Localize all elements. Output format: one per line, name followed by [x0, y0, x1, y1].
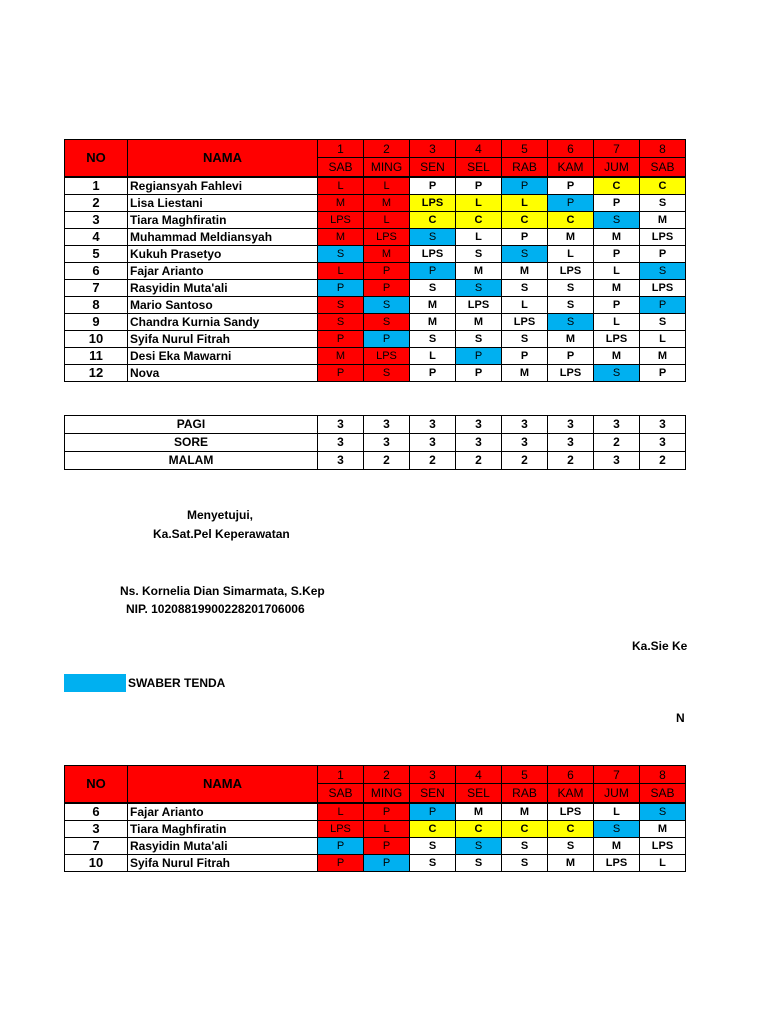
- shift-count: 3: [640, 416, 686, 434]
- row-number: 9: [65, 314, 128, 331]
- shift-count: 2: [548, 452, 594, 470]
- shift-cell: P: [548, 348, 594, 365]
- shift-cell: L: [456, 229, 502, 246]
- shift-cell: L: [318, 803, 364, 821]
- shift-cell: C: [456, 821, 502, 838]
- day-name-header: RAB: [502, 158, 548, 177]
- staff-name: Lisa Liestani: [128, 195, 318, 212]
- day-name-header: SEN: [410, 784, 456, 803]
- shift-cell: L: [364, 212, 410, 229]
- shift-type-label: PAGI: [65, 416, 318, 434]
- shift-cell: S: [640, 195, 686, 212]
- shift-cell: L: [364, 177, 410, 195]
- staff-name: Rasyidin Muta'ali: [128, 838, 318, 855]
- shift-count: 3: [410, 434, 456, 452]
- shift-cell: M: [594, 280, 640, 297]
- shift-cell: M: [456, 803, 502, 821]
- shift-cell: S: [364, 297, 410, 314]
- table-row: [65, 331, 686, 348]
- shift-cell: S: [318, 246, 364, 263]
- day-name-header: SEL: [456, 784, 502, 803]
- shift-count: 3: [456, 434, 502, 452]
- summary-row: [65, 434, 686, 452]
- shift-cell: S: [548, 297, 594, 314]
- shift-cell: L: [548, 246, 594, 263]
- summary-row: [65, 416, 686, 434]
- row-number: 1: [65, 177, 128, 195]
- shift-cell: S: [456, 855, 502, 872]
- shift-cell: P: [502, 348, 548, 365]
- shift-cell: L: [410, 348, 456, 365]
- shift-count: 3: [364, 416, 410, 434]
- shift-cell: P: [364, 803, 410, 821]
- shift-cell: L: [640, 855, 686, 872]
- day-name-header: JUM: [594, 784, 640, 803]
- shift-cell: S: [318, 297, 364, 314]
- shift-count: 3: [502, 416, 548, 434]
- shift-cell: P: [364, 331, 410, 348]
- shift-cell: P: [456, 177, 502, 195]
- table-row: [65, 314, 686, 331]
- day-number-header: 1: [318, 140, 364, 158]
- shift-cell: P: [640, 297, 686, 314]
- shift-cell: M: [548, 331, 594, 348]
- shift-cell: P: [318, 365, 364, 382]
- day-name-header: MING: [364, 784, 410, 803]
- shift-count: 2: [502, 452, 548, 470]
- day-number-header: 7: [594, 766, 640, 784]
- shift-cell: P: [410, 177, 456, 195]
- shift-cell: S: [318, 314, 364, 331]
- shift-cell: P: [318, 855, 364, 872]
- table-row: [65, 821, 686, 838]
- shift-cell: M: [318, 229, 364, 246]
- shift-type-label: MALAM: [65, 452, 318, 470]
- day-name-header: SAB: [640, 784, 686, 803]
- day-number-header: 8: [640, 140, 686, 158]
- table-row: [65, 803, 686, 821]
- staff-name: Fajar Arianto: [128, 263, 318, 280]
- staff-name: Chandra Kurnia Sandy: [128, 314, 318, 331]
- shift-cell: M: [548, 229, 594, 246]
- no-header: NO: [65, 140, 128, 178]
- summary-row: [65, 452, 686, 470]
- shift-cell: P: [410, 803, 456, 821]
- shift-cell: L: [318, 177, 364, 195]
- shift-cell: C: [548, 821, 594, 838]
- shift-cell: M: [318, 195, 364, 212]
- shift-cell: P: [364, 263, 410, 280]
- day-number-header: 2: [364, 766, 410, 784]
- shift-cell: L: [364, 821, 410, 838]
- day-name-header: MING: [364, 158, 410, 177]
- shift-cell: S: [594, 365, 640, 382]
- shift-cell: LPS: [548, 263, 594, 280]
- row-number: 4: [65, 229, 128, 246]
- shift-cell: M: [502, 263, 548, 280]
- day-name-header: RAB: [502, 784, 548, 803]
- shift-cell: S: [548, 280, 594, 297]
- day-name-header: SAB: [640, 158, 686, 177]
- row-number: 11: [65, 348, 128, 365]
- row-number: 5: [65, 246, 128, 263]
- row-number: 6: [65, 263, 128, 280]
- shift-cell: S: [410, 855, 456, 872]
- day-number-header: 5: [502, 140, 548, 158]
- shift-cell: S: [594, 821, 640, 838]
- shift-cell: L: [502, 195, 548, 212]
- shift-cell: S: [456, 280, 502, 297]
- table-row: [65, 280, 686, 297]
- shift-cell: C: [410, 821, 456, 838]
- shift-cell: M: [364, 246, 410, 263]
- approval-menyetujui: Menyetujui,: [187, 508, 254, 522]
- table-row: [65, 177, 686, 195]
- shift-count: 2: [364, 452, 410, 470]
- table-row: [65, 263, 686, 280]
- shift-cell: LPS: [502, 314, 548, 331]
- shift-cell: L: [594, 263, 640, 280]
- shift-cell: S: [640, 314, 686, 331]
- staff-name: Syifa Nurul Fitrah: [128, 331, 318, 348]
- shift-cell: P: [640, 246, 686, 263]
- table-row: [65, 348, 686, 365]
- row-number: 6: [65, 803, 128, 821]
- shift-cell: P: [502, 177, 548, 195]
- shift-cell: LPS: [410, 246, 456, 263]
- day-number-header: 4: [456, 140, 502, 158]
- shift-cell: P: [410, 263, 456, 280]
- day-number-header: 3: [410, 140, 456, 158]
- shift-cell: S: [548, 838, 594, 855]
- shift-cell: S: [502, 246, 548, 263]
- shift-cell: M: [548, 855, 594, 872]
- right-title: Ka.Sie Ke: [632, 639, 688, 653]
- shift-cell: L: [594, 803, 640, 821]
- no-header: NO: [65, 766, 128, 804]
- shift-summary-table: [64, 415, 686, 470]
- shift-cell: M: [318, 348, 364, 365]
- table-row: [65, 297, 686, 314]
- row-number: 8: [65, 297, 128, 314]
- shift-count: 2: [410, 452, 456, 470]
- shift-cell: M: [456, 314, 502, 331]
- shift-cell: C: [502, 212, 548, 229]
- row-number: 10: [65, 331, 128, 348]
- schedule-table: [64, 139, 686, 382]
- shift-cell: S: [640, 263, 686, 280]
- day-name-header: KAM: [548, 784, 594, 803]
- staff-name: Kukuh Prasetyo: [128, 246, 318, 263]
- row-number: 2: [65, 195, 128, 212]
- day-name-header: SEN: [410, 158, 456, 177]
- nama-header: NAMA: [128, 766, 318, 804]
- shift-count: 3: [594, 416, 640, 434]
- day-number-header: 6: [548, 766, 594, 784]
- row-number: 7: [65, 280, 128, 297]
- table-row: [65, 229, 686, 246]
- shift-count: 3: [548, 416, 594, 434]
- staff-name: Muhammad Meldiansyah: [128, 229, 318, 246]
- shift-cell: P: [364, 838, 410, 855]
- shift-cell: LPS: [640, 838, 686, 855]
- shift-cell: M: [502, 803, 548, 821]
- shift-cell: S: [410, 229, 456, 246]
- day-number-header: 6: [548, 140, 594, 158]
- day-name-header: SEL: [456, 158, 502, 177]
- day-number-header: 7: [594, 140, 640, 158]
- shift-cell: C: [502, 821, 548, 838]
- legend-label: SWABER TENDA: [128, 676, 226, 690]
- shift-cell: M: [640, 348, 686, 365]
- shift-cell: LPS: [456, 297, 502, 314]
- shift-cell: LPS: [594, 855, 640, 872]
- day-number-header: 1: [318, 766, 364, 784]
- table-row: [65, 246, 686, 263]
- shift-cell: M: [364, 195, 410, 212]
- shift-cell: P: [456, 365, 502, 382]
- shift-cell: L: [502, 297, 548, 314]
- header-row: [65, 766, 686, 784]
- shift-count: 3: [594, 452, 640, 470]
- shift-cell: LPS: [318, 821, 364, 838]
- shift-cell: S: [502, 855, 548, 872]
- shift-count: 3: [548, 434, 594, 452]
- shift-count: 3: [364, 434, 410, 452]
- shift-cell: P: [594, 246, 640, 263]
- day-number-header: 3: [410, 766, 456, 784]
- shift-cell: M: [594, 838, 640, 855]
- shift-cell: M: [594, 348, 640, 365]
- shift-cell: L: [640, 331, 686, 348]
- swaber-tenda-table: [64, 765, 686, 872]
- shift-cell: L: [318, 263, 364, 280]
- approval-nip: NIP. 102088199002282017060​06: [126, 602, 305, 616]
- shift-cell: P: [548, 177, 594, 195]
- shift-type-label: SORE: [65, 434, 318, 452]
- shift-count: 2: [456, 452, 502, 470]
- shift-cell: LPS: [410, 195, 456, 212]
- shift-cell: LPS: [640, 280, 686, 297]
- shift-cell: S: [410, 331, 456, 348]
- staff-name: Mario Santoso: [128, 297, 318, 314]
- legend-swatch-blue: [64, 674, 126, 692]
- row-number: 7: [65, 838, 128, 855]
- staff-name: Desi Eka Mawarni: [128, 348, 318, 365]
- shift-cell: S: [502, 331, 548, 348]
- shift-cell: P: [364, 855, 410, 872]
- day-name-header: KAM: [548, 158, 594, 177]
- approval-position: Ka.Sat.Pel Keperawatan: [153, 527, 290, 541]
- row-number: 10: [65, 855, 128, 872]
- shift-cell: S: [502, 280, 548, 297]
- shift-cell: LPS: [640, 229, 686, 246]
- shift-cell: M: [456, 263, 502, 280]
- table-row: [65, 365, 686, 382]
- shift-cell: LPS: [548, 365, 594, 382]
- shift-cell: S: [456, 246, 502, 263]
- shift-cell: P: [594, 297, 640, 314]
- shift-cell: P: [318, 838, 364, 855]
- row-number: 3: [65, 212, 128, 229]
- table-row: [65, 212, 686, 229]
- staff-name: Tiara Maghfiratin: [128, 212, 318, 229]
- shift-cell: P: [364, 280, 410, 297]
- shift-cell: S: [594, 212, 640, 229]
- right-signer-partial: N: [676, 711, 685, 725]
- day-number-header: 4: [456, 766, 502, 784]
- shift-cell: S: [410, 838, 456, 855]
- shift-cell: P: [410, 365, 456, 382]
- row-number: 12: [65, 365, 128, 382]
- shift-cell: C: [548, 212, 594, 229]
- shift-cell: M: [502, 365, 548, 382]
- approval-signer: Ns. Kornelia Dian Simarmata, S.Kep: [120, 584, 325, 598]
- shift-cell: S: [456, 331, 502, 348]
- shift-cell: L: [594, 314, 640, 331]
- shift-cell: P: [594, 195, 640, 212]
- staff-name: Fajar Arianto: [128, 803, 318, 821]
- header-row: [65, 140, 686, 158]
- shift-cell: LPS: [318, 212, 364, 229]
- shift-cell: S: [640, 803, 686, 821]
- shift-cell: S: [410, 280, 456, 297]
- shift-cell: S: [364, 365, 410, 382]
- shift-cell: S: [548, 314, 594, 331]
- day-name-header: SAB: [318, 158, 364, 177]
- day-number-header: 8: [640, 766, 686, 784]
- day-name-header: SAB: [318, 784, 364, 803]
- shift-cell: P: [502, 229, 548, 246]
- day-number-header: 5: [502, 766, 548, 784]
- shift-cell: P: [456, 348, 502, 365]
- shift-count: 3: [318, 452, 364, 470]
- shift-cell: LPS: [594, 331, 640, 348]
- row-number: 3: [65, 821, 128, 838]
- shift-cell: M: [640, 212, 686, 229]
- shift-count: 2: [594, 434, 640, 452]
- shift-cell: C: [456, 212, 502, 229]
- shift-count: 3: [502, 434, 548, 452]
- shift-count: 3: [640, 434, 686, 452]
- day-name-header: JUM: [594, 158, 640, 177]
- staff-name: Nova: [128, 365, 318, 382]
- staff-name: Rasyidin Muta'ali: [128, 280, 318, 297]
- shift-count: 2: [640, 452, 686, 470]
- staff-name: Tiara Maghfiratin: [128, 821, 318, 838]
- table-row: [65, 855, 686, 872]
- shift-count: 3: [456, 416, 502, 434]
- shift-cell: LPS: [364, 348, 410, 365]
- shift-count: 3: [318, 434, 364, 452]
- shift-count: 3: [318, 416, 364, 434]
- shift-cell: P: [548, 195, 594, 212]
- nama-header: NAMA: [128, 140, 318, 178]
- shift-cell: M: [594, 229, 640, 246]
- staff-name: Regiansyah Fahlevi: [128, 177, 318, 195]
- shift-cell: M: [410, 297, 456, 314]
- table-row: [65, 838, 686, 855]
- shift-cell: S: [502, 838, 548, 855]
- shift-cell: LPS: [548, 803, 594, 821]
- shift-cell: S: [364, 314, 410, 331]
- shift-cell: L: [456, 195, 502, 212]
- staff-name: Syifa Nurul Fitrah: [128, 855, 318, 872]
- shift-cell: P: [318, 280, 364, 297]
- shift-cell: P: [640, 365, 686, 382]
- shift-cell: P: [318, 331, 364, 348]
- shift-cell: LPS: [364, 229, 410, 246]
- shift-count: 3: [410, 416, 456, 434]
- shift-cell: C: [594, 177, 640, 195]
- shift-cell: S: [456, 838, 502, 855]
- shift-cell: M: [640, 821, 686, 838]
- shift-cell: C: [640, 177, 686, 195]
- shift-cell: C: [410, 212, 456, 229]
- table-row: [65, 195, 686, 212]
- shift-cell: M: [410, 314, 456, 331]
- day-number-header: 2: [364, 140, 410, 158]
